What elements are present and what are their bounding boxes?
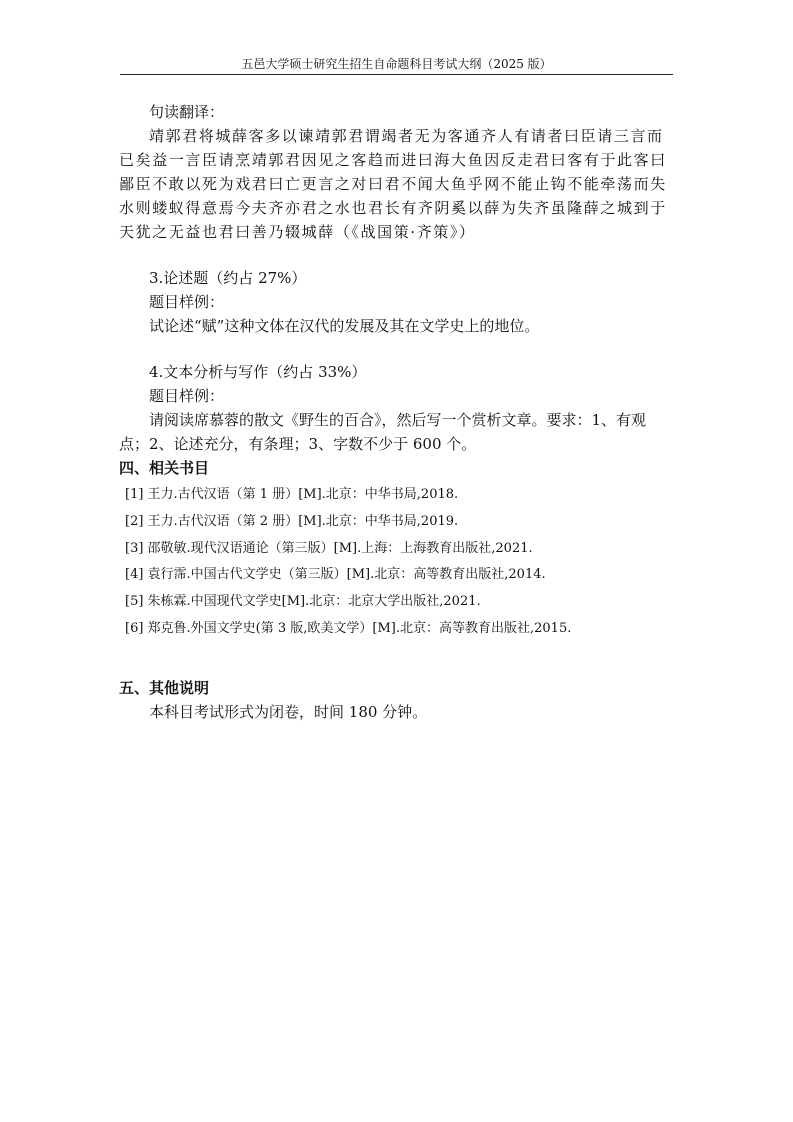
spacer: [119, 643, 675, 676]
page-header: 五邑大学硕士研究生招生自命题科目考试大纲（2025 版）: [241, 57, 552, 71]
spacer: [119, 244, 675, 266]
reference-item: [2] 王力.古代汉语（第 2 册）[M].北京：中华书局,2019.: [125, 513, 459, 529]
reference-item: [3] 邵敬敏.现代汉语通论（第三版）[M].上海：上海教育出版社,2021.: [125, 540, 533, 556]
essay-heading: 3.论述题（约占 27%）: [149, 269, 307, 287]
essay-question: 试论述“赋”这种文体在汉代的发展及其在文学史上的地位。: [149, 317, 540, 335]
reference-item: [6] 郑克鲁.外国文学史(第 3 版,欧美文学）[M].北京：高等教育出版社,2015.: [125, 620, 572, 636]
reference-item: [5] 朱栋霖.中国现代文学史[M].北京：北京大学出版社,2021.: [125, 594, 481, 610]
reference-list: [119, 482, 675, 643]
essay-sample-label: 题目样例：: [149, 293, 225, 311]
header-divider: [120, 74, 673, 75]
analysis-heading: 4.文本分析与写作（约占 33%）: [149, 363, 367, 381]
analysis-sample-label: 题目样例：: [149, 387, 225, 405]
analysis-question: 请阅读席慕蓉的散文《野生的百合》，然后写一个赏析文章。要求：1、有观点；2、论述充分，有条理；3、字数不少于 600 个。: [119, 411, 647, 453]
exam-format-text: 本科目考试形式为闭卷，时间 180 分钟。: [149, 702, 428, 721]
section-title-other-notes: 五、其他说明: [119, 678, 210, 697]
spacer: [119, 338, 675, 360]
reference-item: [4] 袁行霈.中国古代文学史（第三版）[M].北京：高等教育出版社,2014.: [125, 567, 546, 583]
section-title-references: 四、相关书目: [119, 459, 210, 477]
translation-label: 句读翻译：: [149, 103, 225, 121]
reference-item: [1] 王力.古代汉语（第 1 册）[M].北京：中华书局,2018.: [125, 487, 459, 502]
page-content: [119, 100, 675, 724]
translation-text: 靖郭君将城薛客多以谏靖郭君谓竭者无为客通齐人有请者曰臣请三言而已矣益一言臣请烹靖郭君因见之客趋而进曰海大鱼因反走君曰客有于此客曰鄙臣不敢以死为戏君曰亡更言之对曰君不闻大鱼乎网不能止钩不能牵荡而失水则蝼蚁得意焉今夫齐亦君之水也君长有齐阴奚以薛为失齐虽隆薛之城到于天犹之无益也君曰善乃辍城薛（《战国策·齐策》）: [119, 127, 667, 241]
